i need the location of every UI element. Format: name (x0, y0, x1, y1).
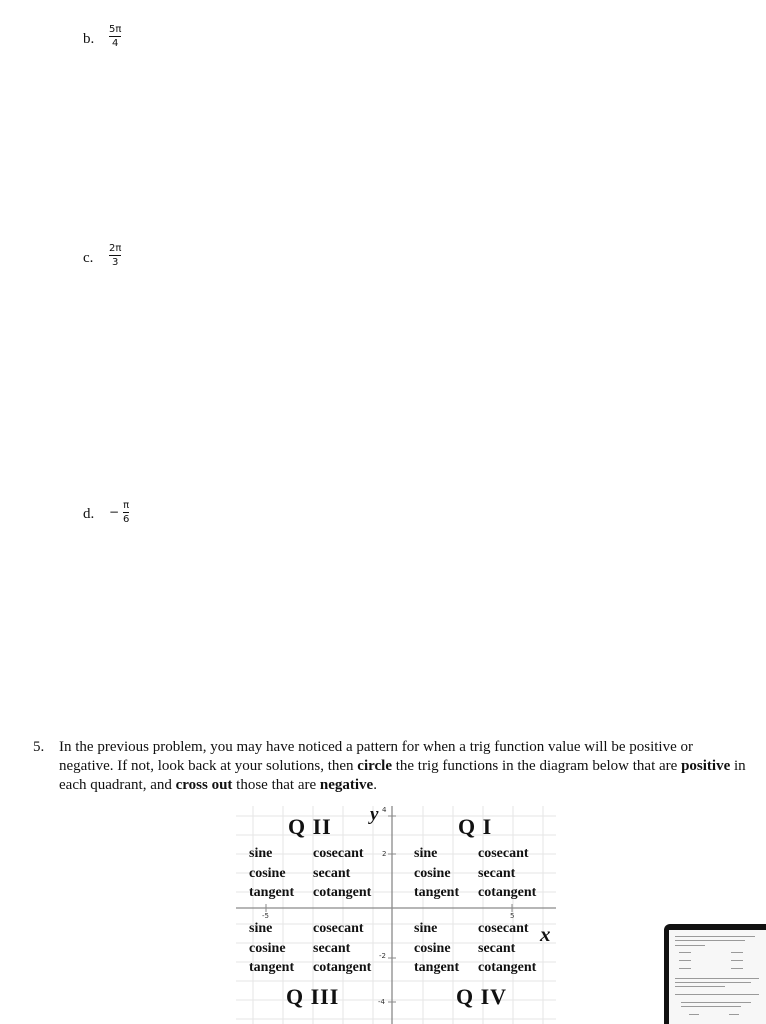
question-number: 5. (33, 739, 45, 755)
q3-secant[interactable]: secant (313, 941, 351, 956)
part-c-fraction (109, 243, 121, 268)
y-axis-label: y (370, 806, 379, 825)
q2-cosecant[interactable]: cosecant (313, 846, 364, 861)
part-b-label: b. (83, 31, 95, 47)
y-tick-neg2: -2 (379, 952, 386, 960)
question-text-2: the trig functions in the diagram below that are (391, 758, 682, 774)
question-text-5: . (373, 777, 377, 793)
question-text (59, 738, 749, 795)
fraction-bar (109, 255, 121, 256)
fraction-numerator: 2π (109, 243, 122, 254)
quadrant-3-label: Q III (286, 984, 340, 1009)
y-tick-4: 4 (382, 806, 387, 814)
fraction-denominator: 6 (123, 514, 130, 525)
part-d-label: d. (83, 506, 95, 522)
q3-cotangent[interactable]: cotangent (313, 960, 372, 975)
q1-secant[interactable]: secant (478, 866, 516, 881)
y-tick-neg4: -4 (378, 998, 385, 1006)
q4-cosecant[interactable]: cosecant (478, 921, 529, 936)
fraction-bar (109, 36, 121, 37)
q3-tangent[interactable]: tangent (249, 960, 295, 975)
part-d-fraction (123, 500, 129, 525)
q1-cosecant[interactable]: cosecant (478, 846, 529, 861)
quadrant-2-label: Q II (288, 814, 332, 839)
q1-cosine[interactable]: cosine (414, 866, 451, 881)
q2-secant[interactable]: secant (313, 866, 351, 881)
y-tick-2: 2 (382, 850, 387, 858)
question-text-3: in each quadrant, and (59, 758, 746, 793)
part-c-label: c. (83, 250, 94, 266)
x-tick-5: 5 (510, 912, 515, 920)
q4-sine[interactable]: sine (414, 921, 438, 936)
thumbnail-screen (669, 930, 766, 1024)
q4-secant[interactable]: secant (478, 941, 516, 956)
q1-tangent[interactable]: tangent (414, 885, 460, 900)
q3-sine[interactable]: sine (249, 921, 273, 936)
q2-tangent[interactable]: tangent (249, 885, 295, 900)
q2-cotangent[interactable]: cotangent (313, 885, 372, 900)
coordinate-grid (236, 806, 556, 1024)
part-b-fraction (109, 24, 121, 49)
fraction-denominator: 3 (112, 257, 119, 268)
keyword-positive: positive (681, 758, 731, 774)
fraction-numerator: 5π (109, 24, 122, 35)
quadrant-diagram (236, 806, 556, 1024)
fraction-bar (123, 512, 129, 513)
q2-cosine[interactable]: cosine (249, 866, 286, 881)
fraction-denominator: 4 (112, 38, 119, 49)
question-text-1: In the previous problem, you may have noticed a pattern for when a trig function value will be positive or negative. If not, look back at your solutions, then (59, 739, 693, 774)
x-axis-label: x (540, 922, 551, 946)
keyword-circle: circle (357, 758, 392, 774)
quadrant-4-label: Q IV (456, 984, 508, 1009)
keyword-cross-out: cross out (175, 777, 233, 793)
q4-tangent[interactable]: tangent (414, 960, 460, 975)
page-thumbnail[interactable] (664, 924, 766, 1024)
q4-cotangent[interactable]: cotangent (478, 960, 537, 975)
negative-sign: − (109, 505, 120, 519)
keyword-negative: negative (319, 777, 374, 793)
fraction-numerator: π (123, 500, 130, 511)
q4-cosine[interactable]: cosine (414, 941, 451, 956)
q1-sine[interactable]: sine (414, 846, 438, 861)
q3-cosecant[interactable]: cosecant (313, 921, 364, 936)
x-tick-neg5: -5 (262, 912, 269, 920)
quadrant-1-label: Q I (458, 814, 493, 839)
q2-sine[interactable]: sine (249, 846, 273, 861)
question-text-4: those that are (232, 777, 320, 793)
q3-cosine[interactable]: cosine (249, 941, 286, 956)
q1-cotangent[interactable]: cotangent (478, 885, 537, 900)
